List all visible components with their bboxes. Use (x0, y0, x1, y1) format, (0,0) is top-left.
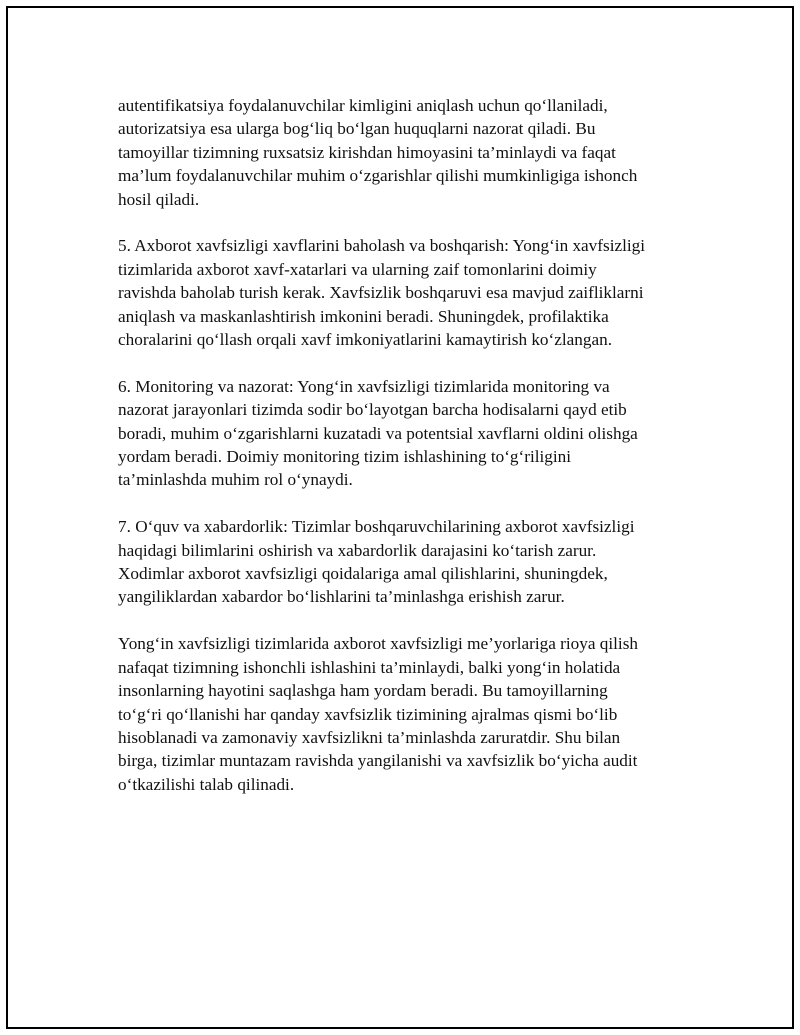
paragraph-authentication (118, 94, 698, 211)
paragraph-monitoring (118, 375, 698, 492)
text-line: to‘g‘ri qo‘llanishi har qanday xavfsizlik tizimining ajralmas qismi bo‘lib (118, 704, 618, 724)
text-line: Xodimlar axborot xavfsizligi qoidalariga amal qilishlarini, shuningdek, (118, 564, 608, 584)
text-line: o‘tkazilishi talab qilinadi. (118, 774, 295, 794)
text-line: tamoyillar tizimning ruxsatsiz kirishdan himoyasini ta’minlaydi va faqat (118, 142, 616, 162)
text-line: tizimlarida axborot xavf-xatarlari va ularning zaif tomonlarini doimiy (118, 259, 597, 279)
text-line: haqidagi bilimlarini oshirish va xabardorlik darajasini ko‘tarish zarur. (118, 540, 597, 560)
text-line: ta’minlashda muhim rol o‘ynaydi. (118, 470, 353, 490)
text-line: ravishda baholab turish kerak. Xavfsizlik boshqaruvi esa mavjud zaifliklarni (118, 283, 644, 303)
text-line: yangiliklardan xabardor bo‘lishlarini ta’minlashga erishish zarur. (118, 587, 565, 607)
document-body (118, 94, 698, 820)
text-line: choralarini qo‘llash orqali xavf imkoniyatlarini kamaytirish ko‘zlangan. (118, 330, 612, 350)
paragraph-conclusion (118, 632, 698, 796)
paragraph-training (118, 515, 698, 609)
text-line: hosil qiladi. (118, 189, 200, 209)
text-line: birga, tizimlar muntazam ravishda yangilanishi va xavfsizlik bo‘yicha audit (118, 751, 638, 771)
text-line: autentifikatsiya foydalanuvchilar kimligini aniqlash uchun qo‘llaniladi, (118, 96, 608, 115)
text-line: 7. O‘quv va xabardorlik: Tizimlar boshqaruvchilarining axborot xavfsizligi (118, 517, 635, 537)
text-line: boradi, muhim o‘zgarishlarni kuzatadi va potentsial xavflarni oldini olishga (118, 423, 638, 443)
text-line: nafaqat tizimning ishonchli ishlashini ta’minlaydi, balki yong‘in holatida (118, 657, 621, 677)
paragraph-risk-assessment (118, 234, 698, 351)
text-line: 6. Monitoring va nazorat: Yong‘in xavfsizligi tizimlarida monitoring va (118, 376, 610, 396)
text-line: ma’lum foydalanuvchilar muhim o‘zgarishlar qilishi mumkinligiga ishonch (118, 166, 638, 186)
text-line: 5. Axborot xavfsizligi xavflarini baholash va boshqarish: Yong‘in xavfsizligi (118, 236, 646, 256)
text-line: hisoblanadi va zamonaviy xavfsizlikni ta’minlashda zaruratdir. Shu bilan (118, 727, 621, 747)
text-line: nazorat jarayonlari tizimda sodir bo‘layotgan barcha hodisalarni qayd etib (118, 400, 627, 420)
text-line: Yong‘in xavfsizligi tizimlarida axborot xavfsizligi me’yorlariga rioya qilish (118, 634, 638, 654)
text-line: insonlarning hayotini saqlashga ham yordam beradi. Bu tamoyillarning (118, 681, 608, 701)
text-line: yordam beradi. Doimiy monitoring tizim ishlashining to‘g‘riligini (118, 447, 572, 467)
text-line: aniqlash va maskanlashtirish imkonini beradi. Shuningdek, profilaktika (118, 306, 609, 326)
text-line: autorizatsiya esa ularga bog‘liq bo‘lgan huquqlarni nazorat qiladi. Bu (118, 119, 596, 139)
